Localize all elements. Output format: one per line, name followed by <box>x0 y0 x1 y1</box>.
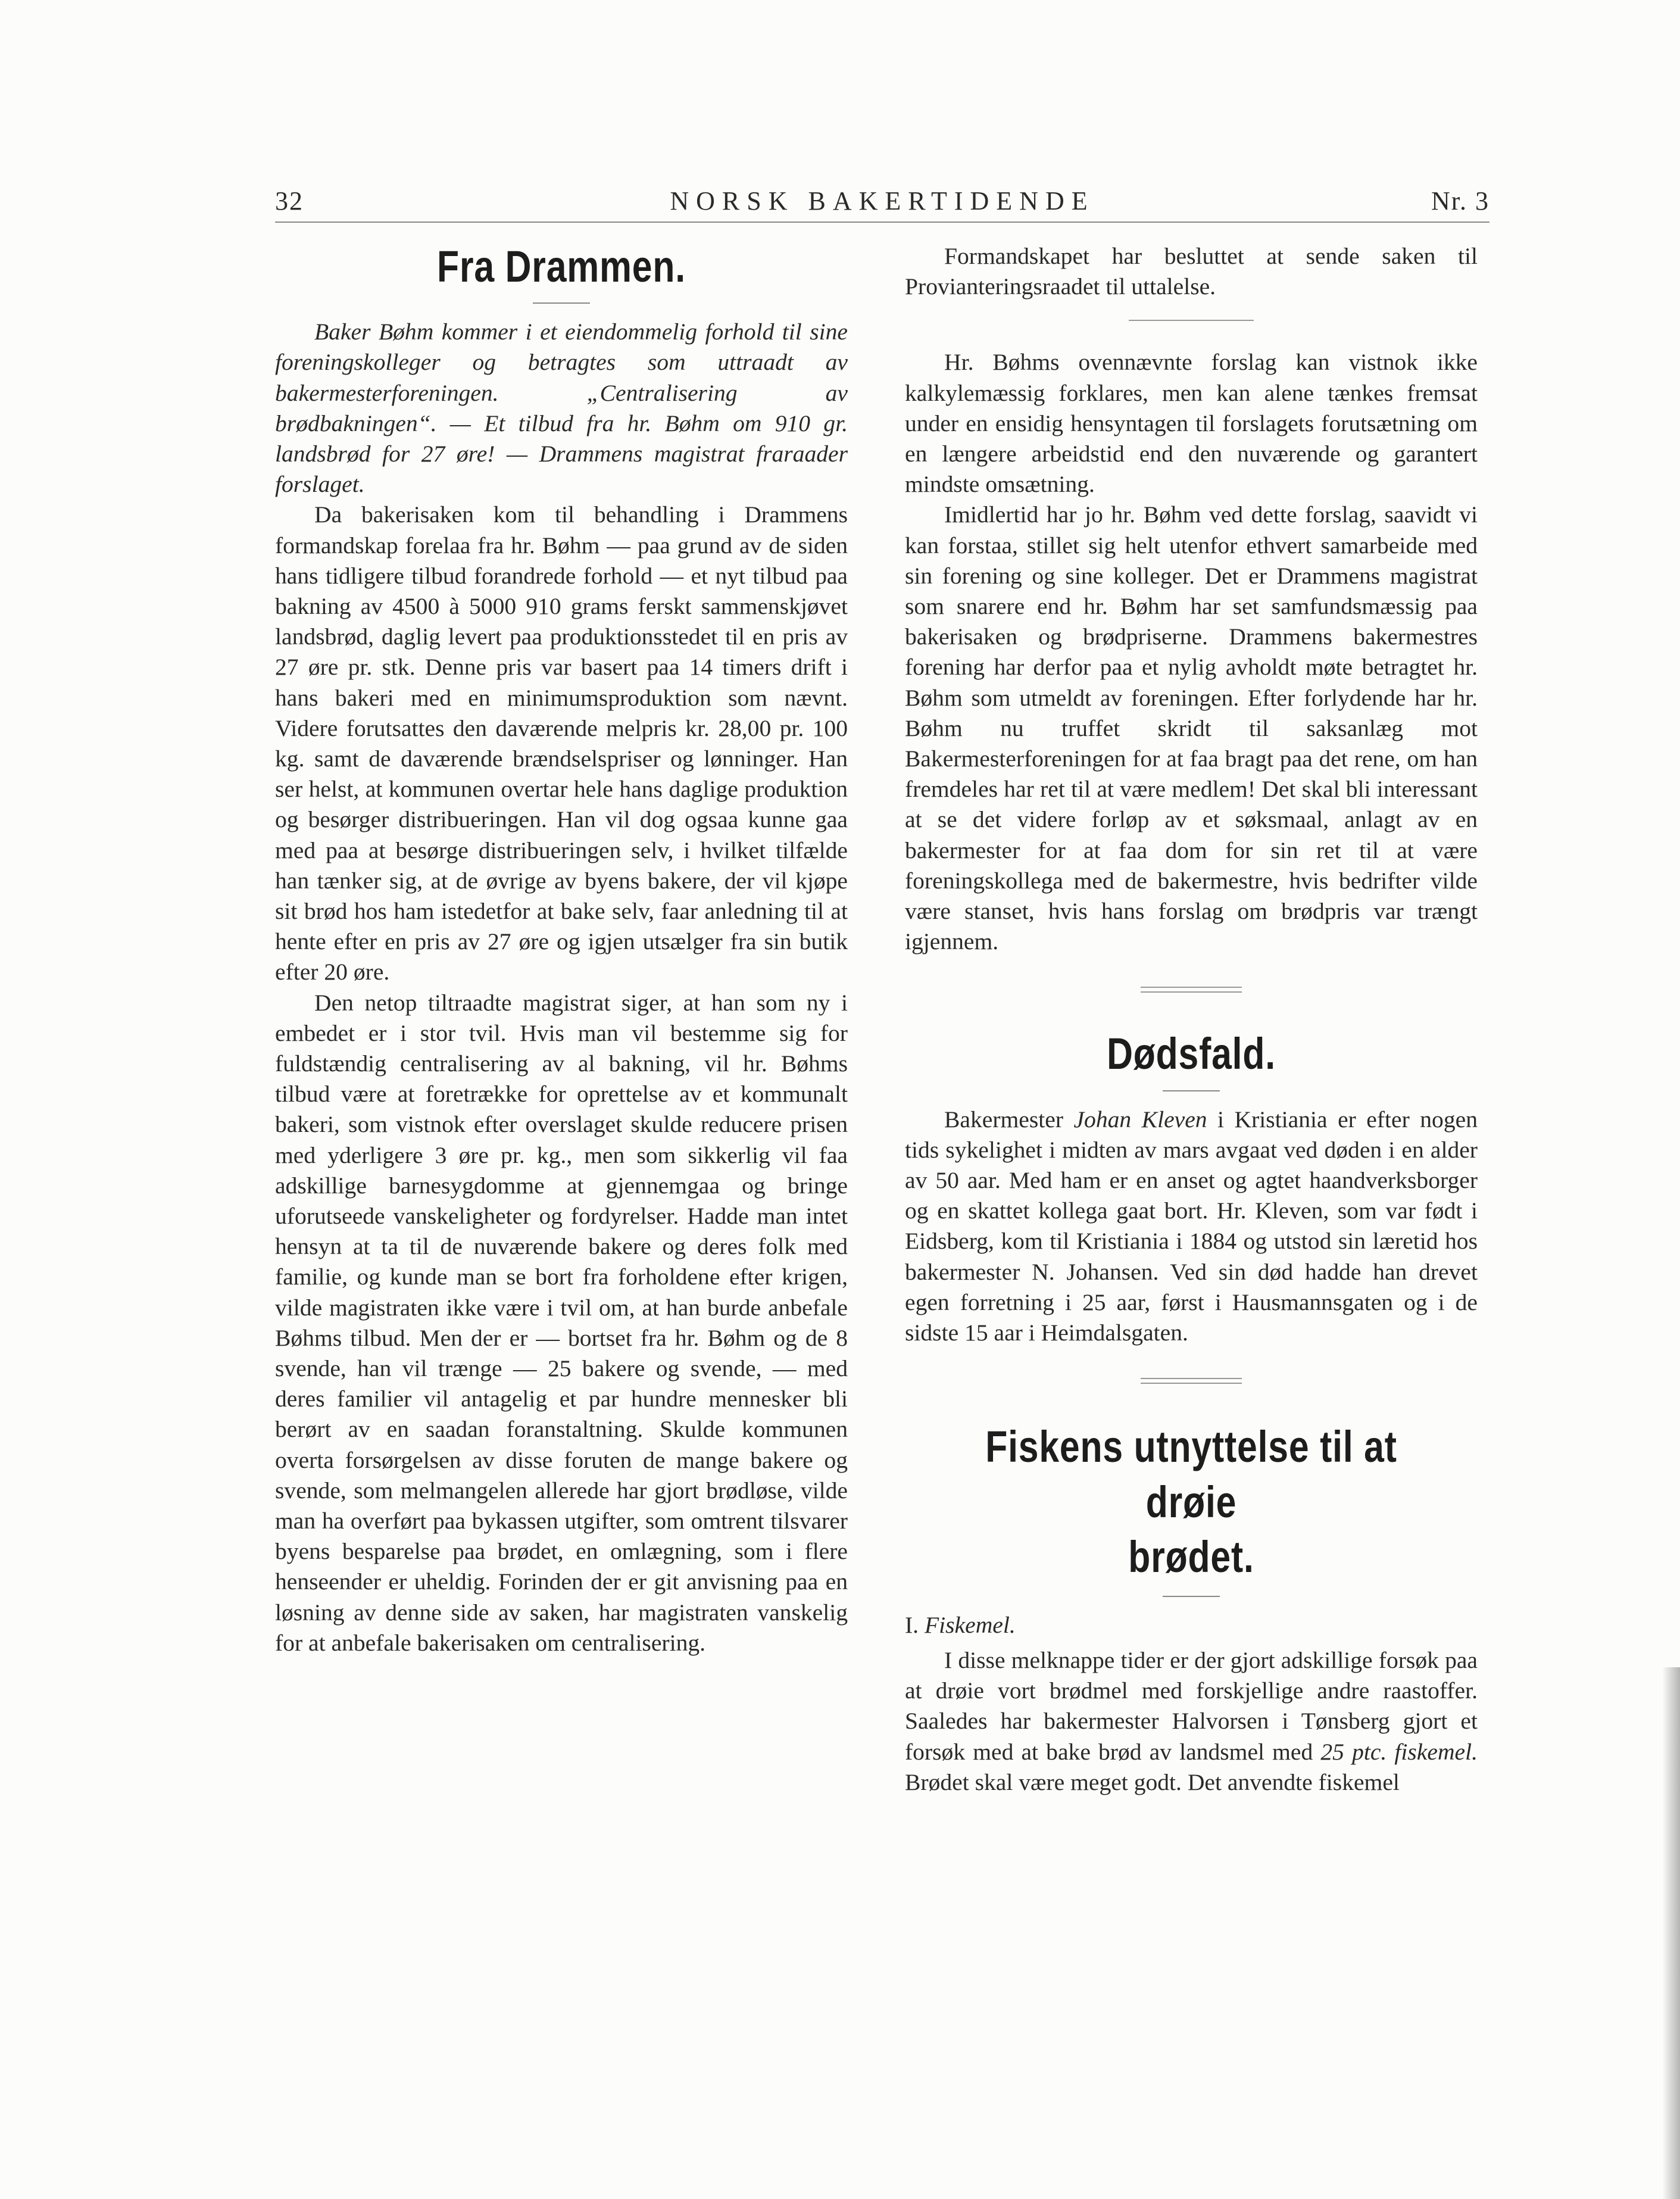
obit-name: Johan Kleven <box>1073 1106 1207 1133</box>
paragraph <box>905 1645 1478 1798</box>
continuation-paragraph: Formandskapet har besluttet at sende saken til Provianteringsraadet til uttalelse. <box>905 243 1478 300</box>
obit-text: Bakermester <box>944 1106 1074 1133</box>
left-column <box>275 241 848 1658</box>
section-number: I. <box>905 1611 925 1638</box>
title-rule <box>1163 1596 1220 1597</box>
paragraph: Da bakerisaken kom til behandling i Drammens formandskap forelaa fra hr. Bøhm — paa grund av de siden hans tidligere tilbud forandrede forhold — et nyt tilbud paa bakning av 4500 à 5000 910 grams ferskt sammenskjøvet landsbrød, daglig levert paa produktionsstedet til en pris av 27 øre pr. stk. Denne pris var basert paa 14 timers drift i hans bakeri med en minimumsproduktion som nævnt. Videre forutsattes den daværende melpris kr. 28,00 pr. 100 kg. samt de daværende brændselspriser og lønninger. Han ser helst, at kommunen overtar hele hans daglige produktion og besørger distribueringen. Han vil dog ogsaa kunne gaa med paa at besørge distribueringen selv, i hvilket tilfælde han tænker sig, at de øvrige av byens bakere, der vil kjøpe sit brød hos ham istedetfor at bake selv, faar anledning til at hente efter en pris av 27 øre og igjen utsælger fra sin butik efter 20 øre. <box>275 501 848 985</box>
section-rule <box>1129 320 1254 321</box>
section-heading <box>905 1610 1478 1640</box>
article-title-fisk <box>957 1420 1426 1585</box>
obit-text: i Kristiania er efter nogen tids sykelighet i midten av mars avgaat ved døden i en alder av 50 aar. Med ham er en anset og agtet haandverksborger og en skattet kollega gaat bort. Hr. Kleven, som var født i Eidsberg, kom til Kristiania i 1884 og utstod sin læretid hos bakermester N. Johansen. Ved sin død hadde han drevet egen forretning i 25 aar, først i Hausmannsgaten og i de sidste 15 aar i Heimdalsgaten. <box>905 1106 1478 1346</box>
title-rule <box>533 302 590 304</box>
page-header <box>275 180 1489 222</box>
paragraph: Den netop tiltraadte magistrat siger, at han som ny i embedet er i stor tvil. Hvis man vil bestemme sig for fuldstændig centralisering av al bakning, vil hr. Bøhms tilbud være at foretrække for oprettelse av et kommunalt bakeri, som vistnok efter overslaget skulde reducere prisen med yderligere 3 øre pr. kg., men som sikkerlig vil faa adskillige barnesygdomme at gjennemgaa og bringe uforutseede vanskeligheter og fordyrelser. Hadde man intet hensyn at ta til de nuværende bakere og deres folk med familie, og kunde man se bort fra forholdene efter krigen, vilde magistraten ikke være i tvil om, at han burde anbefale Bøhms tilbud. Men der er — bortset fra hr. Bøhm og de 8 svende, han vil trænge — 25 bakere og svende, — med deres familier vil antagelig et par hundre mennesker bli berørt av en saadan foranstaltning. Skulde kommunen overta forsørgelsen av disse foruten de mange bakere og svende, som melmangelen allerede har gjort brødløse, vilde man ha overført paa bykassen utgifter, som omtrent tilsvarer byens besparelse paa brødet, en omlægning, som i flere henseender er uheldig. Forinden der er git anvisning paa en løsning av denne side av saken, har magistraten vanskelig for at anbefale bakerisaken om centralisering. <box>275 989 848 1656</box>
double-rule <box>1141 987 1242 993</box>
obituary-paragraph <box>905 1105 1478 1349</box>
scan-edge-shadow <box>1662 1667 1680 2199</box>
title-rule <box>1163 1090 1220 1091</box>
page-number: 32 <box>275 186 304 216</box>
header-rule <box>275 222 1489 223</box>
paragraph: Hr. Bøhms ovennævnte forslag kan vistnok ikke kalkylemæssig forklares, men kan alene tænkes fremsat under en ensidig hensyntagen til forslagets forutsætning om en længere arbeidstid end den nuværende og garantert mindste omsætning. <box>905 349 1478 498</box>
fish-text: I disse melknappe tider er der gjort adskillige forsøk paa at drøie vort brødmel med forskjellige andre raastoffer. Saaledes har bakermester Halvorsen i Tønsberg gjort et forsøk med at bake brød av landsmel med <box>905 1646 1478 1765</box>
paragraph: Imidlertid har jo hr. Bøhm ved dette forslag, saavidt vi kan forstaa, stillet sig helt utenfor ethvert samarbeide med sin forening og sine kolleger. Det er Drammens magistrat som snarere end hr. Bøhm har set samfundsmæssig paa bakerisaken og brødpriserne. Drammens bakermestres forening har derfor paa et nylig avholdt møte betragtet hr. Bøhm som utmeldt av foreningen. Efter forlydende har hr. Bøhm nu truffet skridt til saksanlæg mot Bakermesterforeningen for at faa bragt paa det rene, om han fremdeles har ret til at være medlem! Det skal bli interessant at se det videre forløp av et søksmaal, anlagt av en bakermester for at faa dom for sin ret til at være foreningskollega med de bakermestre, hvis bedrifter vilde være stanset, hvis hans forslag om brødpris var trængt igjennem. <box>905 501 1478 955</box>
right-column <box>905 241 1478 1798</box>
title-line: brødet. <box>1128 1532 1254 1582</box>
section-name: Fiskemel. <box>924 1611 1016 1638</box>
title-line: Fiskens utnyttelse til at drøie <box>985 1422 1397 1527</box>
fish-emphasis: 25 ptc. fiskemel. <box>1320 1738 1478 1765</box>
fish-text: Brødet skal være meget godt. Det anvendte fiskemel <box>905 1768 1400 1795</box>
double-rule <box>1141 1378 1242 1384</box>
publication-title: NORSK BAKERTIDENDE <box>670 186 1095 216</box>
article-title-dodsfald: Dødsfald. <box>1107 1029 1276 1079</box>
article-title-drammen: Fra Drammen. <box>437 242 686 291</box>
article-lead: Baker Bøhm kommer i et eiendommelig forhold til sine foreningskolleger og betragtes som uttraadt av bakermesterforeningen. „Centralisering av brødbakningen“. — Et tilbud fra hr. Bøhm om 910 gr. landsbrød for 27 øre! — Drammens magistrat fraraader forslaget. <box>275 319 848 498</box>
issue-number: Nr. 3 <box>1431 186 1489 216</box>
